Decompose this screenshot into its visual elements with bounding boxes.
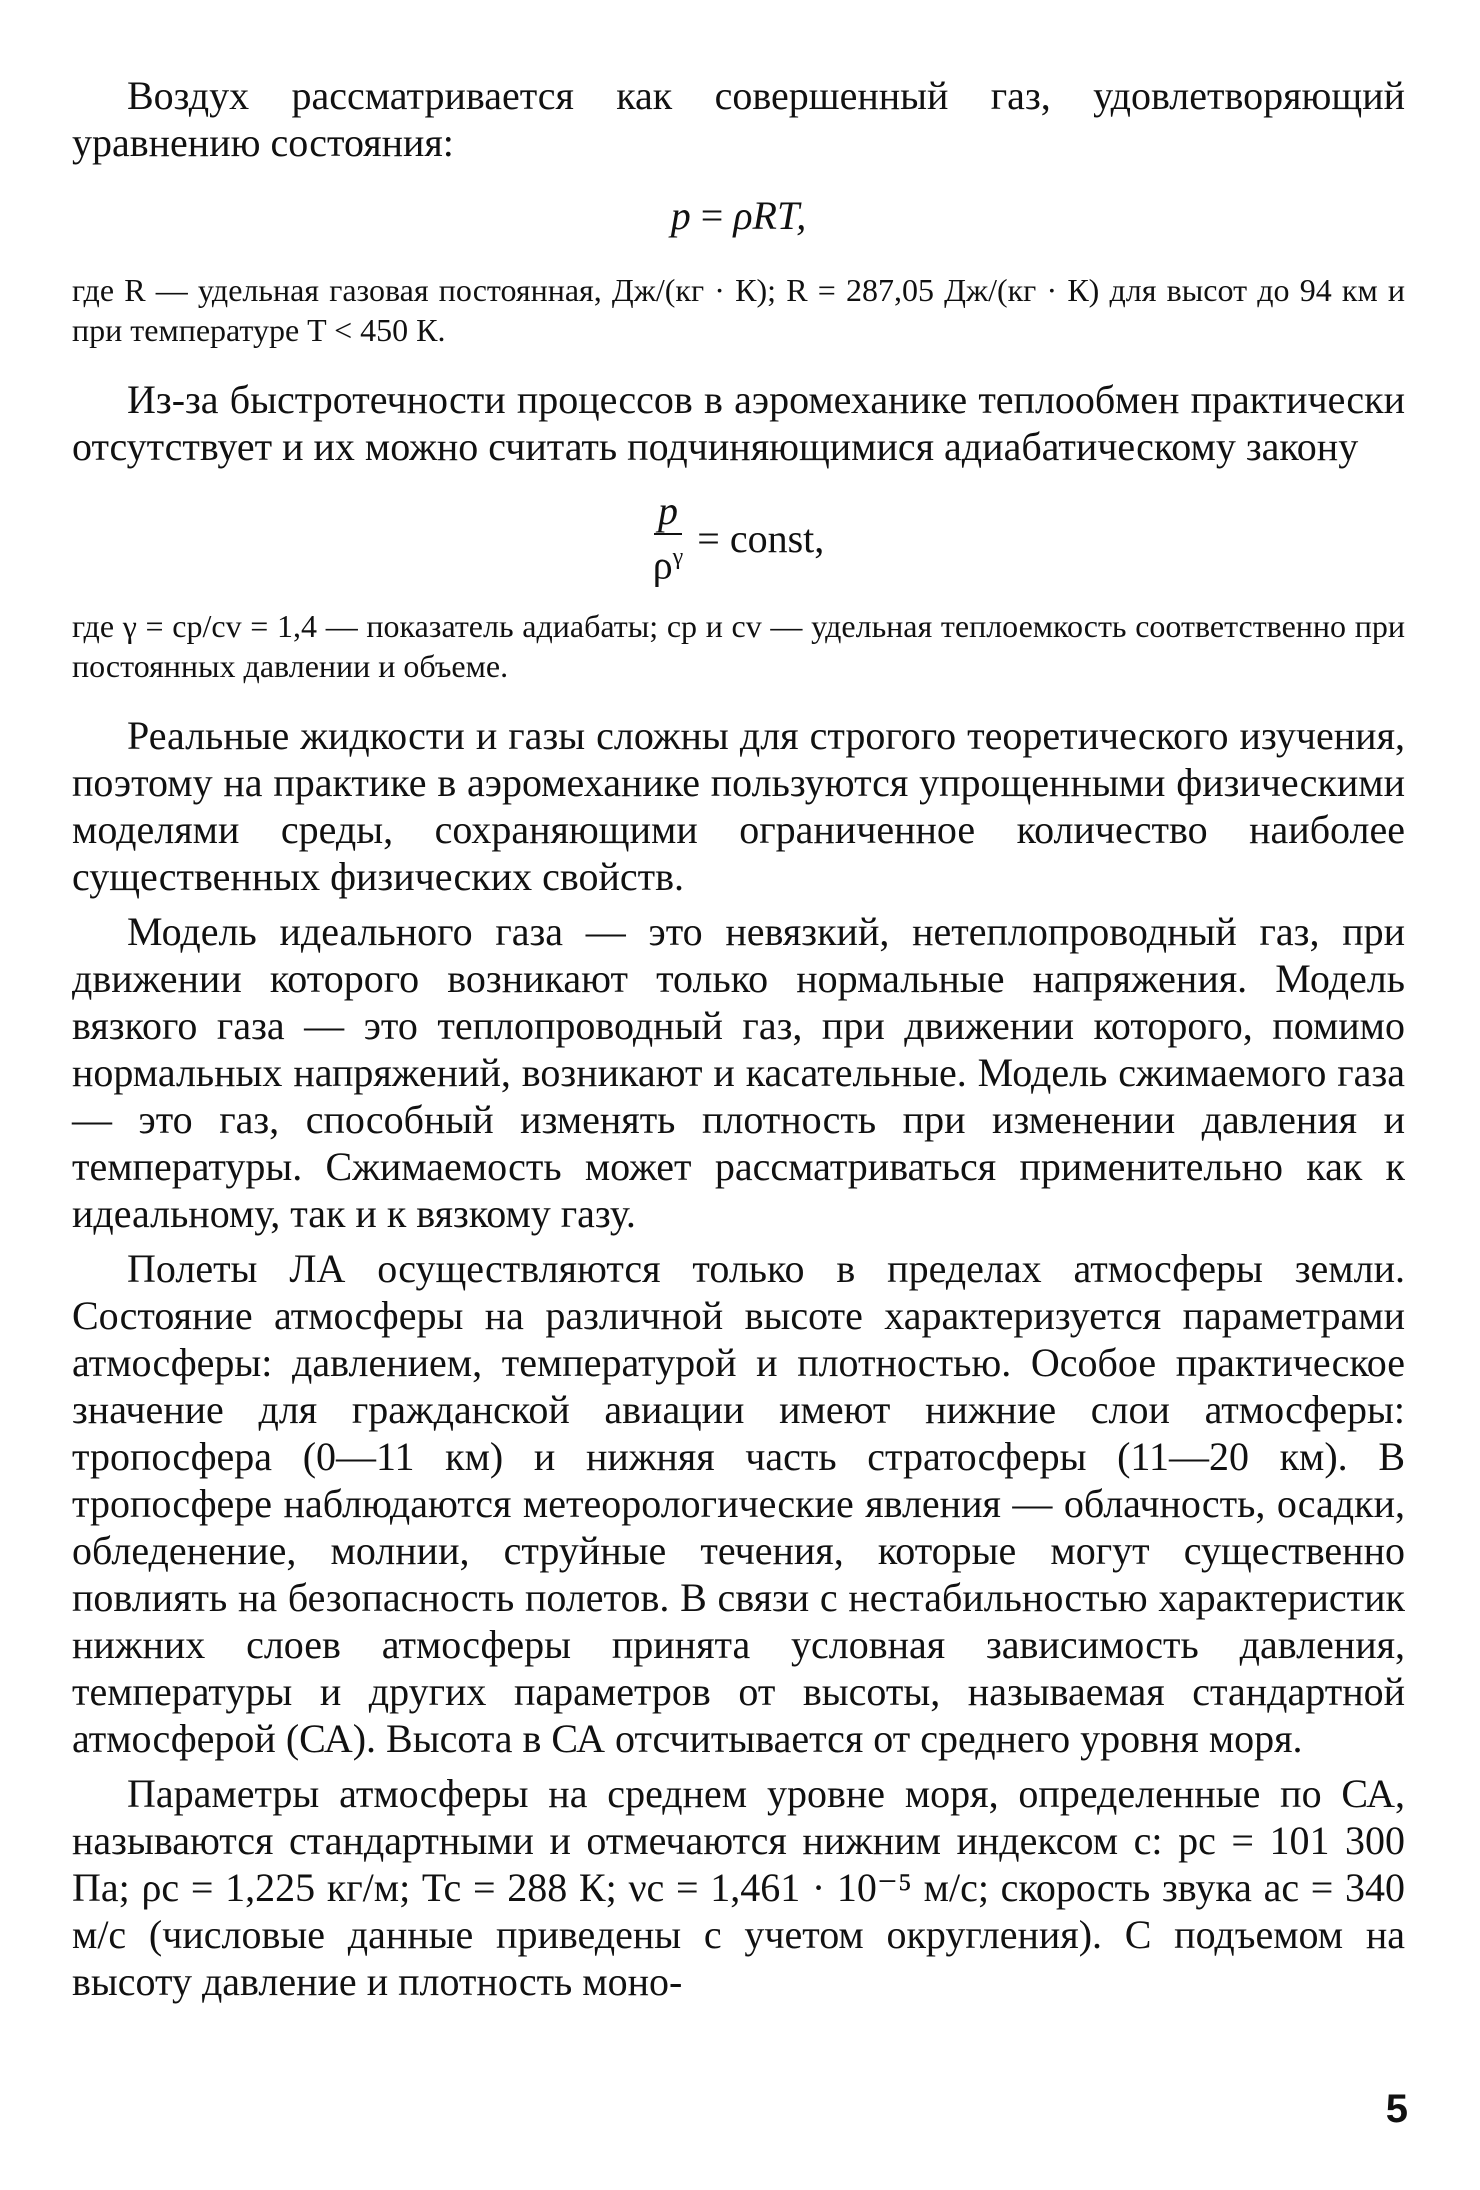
standard-viscosity: νc = 1,461 · 10⁻⁵ м/с; [628, 1865, 989, 1910]
formula-eq: = [700, 193, 724, 238]
standard-outro-text: (числовые данные приведены с учетом округления). С подъемом на высоту давление и плотность моно- [72, 1912, 1405, 2004]
page-number: 5 [1385, 2087, 1408, 2131]
standard-intro-text: Параметры атмосферы на среднем уровне моря, определенные по СА, называются стандартными и отмечаются нижним индексом c: [72, 1771, 1405, 1863]
atmosphere-paragraph: Полеты ЛА осуществляются только в пределах атмосферы земли. Состояние атмосферы на различной высоте характеризуется параметрами атмосферы: давлением, температурой и плотностью. Особое практическое значение для гражданской авиации имеют нижние слои атмосферы: тропосфера (0—11 км) и нижняя часть стратосферы (11—20 км). В тропосфере наблюдаются метеорологические явления — облачность, осадки, обледенение, молнии, струйные течения, которые могут существенно повлиять на безопасность полетов. В связи с нестабильностью характеристик нижних слоев атмосферы принята условная зависимость давления, температуры и других параметров от высоты, называемая стандартной атмосферой (СА). Высота в СА отсчитывается от среднего уровня моря. [72, 1246, 1405, 1761]
standard-density: ρc = 1,225 кг/м; [141, 1865, 411, 1910]
adiabatic-fraction [653, 489, 684, 587]
fraction-numerator: p [654, 489, 682, 535]
equation-of-state [72, 192, 1405, 242]
formula-rhs: ρRT, [733, 193, 807, 238]
standard-atmosphere-paragraph [72, 1770, 1405, 2005]
standard-sound-speed: скорость звука ac = 340 м/с [72, 1865, 1406, 1957]
gamma-exponent: γ [672, 543, 684, 570]
gas-constant-note: где R — удельная газовая постоянная, Дж/(кг · К); R = 287,05 Дж/(кг · К) для высот до 94 км и при температуре T < 450 К. [72, 272, 1405, 348]
standard-temperature: Tc = 288 К; [421, 1865, 617, 1910]
adiabatic-law-formula [72, 488, 1405, 588]
fraction-denominator [653, 535, 684, 587]
formula-const: = const, [697, 515, 825, 561]
standard-pressure: pc = 101 300 Па; [72, 1818, 1406, 1910]
intro-paragraph: Воздух рассматривается как совершенный газ, удовлетворяющий уравнению состояния: [72, 73, 1405, 165]
gas-models-paragraph: Модель идеального газа — это невязкий, нетеплопроводный газ, при движении которого возникают только нормальные напряжения. Модель вязкого газа — это теплопроводный газ, при движении которого, помимо нормальных напряжений, возникают и касательные. Модель сжимаемого газа — это газ, способный изменять плотность при изменении давления и температуры. Сжимаемость может рассматриваться применительно как к идеальному, так и к вязкому газу. [72, 909, 1405, 1236]
density-symbol: ρ [652, 542, 673, 588]
formula-lhs: p [670, 193, 691, 238]
adiabatic-paragraph: Из-за быстротечности процессов в аэромеханике теплообмен практически отсутствует и их можно считать подчиняющимися адиабатическому закону [72, 377, 1405, 469]
adiabatic-note: где γ = cp/cv = 1,4 — показатель адиабаты; cp и cv — удельная теплоемкость соответственно при постоянных давлении и объеме. [72, 608, 1405, 684]
models-paragraph: Реальные жидкости и газы сложны для строгого теоретического изучения, поэтому на практике в аэромеханике пользуются упрощенными физическими моделями среды, сохраняющими ограниченное количество наиболее существенных физических свойств. [72, 713, 1405, 899]
